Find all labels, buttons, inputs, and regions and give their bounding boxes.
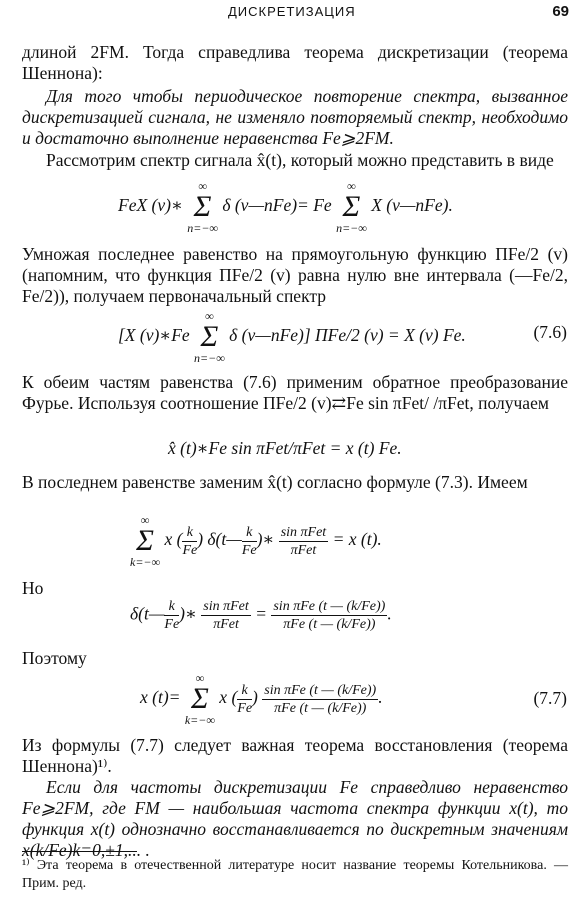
theorem-statement-1: Для того чтобы периодическое повторение спектра, вызванное дискретизацией сигнала, не изменяло повторяемый спектр, необходимо и достаточно выполнение неравенства Fe⩾2FM.: [22, 86, 568, 148]
running-title: ДИСКРЕТИЗАЦИЯ: [228, 4, 356, 19]
eq2-right: δ (v—nFe)] ΠFe/2 (v) = X (v) Fe.: [229, 325, 466, 346]
eq1-mid: δ (v—nFe)= Fe: [222, 195, 332, 216]
theorem-statement-2: Если для частоты дискретизации Fe справедливо неравенство Fe⩾2FM, где FM — наибольшая частота спектра функции x(t), то функция x(t) однозначно восстанавливается по дискретным значениям x(k/Fe)k=0,±1,... .: [22, 777, 568, 860]
equation-5: δ(t— $\frac{k}{Fe}$ )∗ $\frac{\text{sin πFet}}{\text{πFet}}$ = $\frac{\text{sin πFe (t — (k/Fe))}}{\text{πFe (t — (k/Fe))}}$ .: [130, 599, 392, 632]
paragraph-5: В последнем равенстве заменим x̂(t) согласно формуле (7.3). Имеем: [22, 472, 528, 492]
equation-number-7-6: (7.6): [533, 322, 567, 342]
equation-number-7-7: (7.7): [533, 688, 567, 708]
sum-symbol: ∞ Σ n=−∞: [336, 179, 367, 235]
sum-symbol: ∞ Σ n=−∞: [194, 309, 225, 365]
paragraph-3: Умножая последнее равенство на прямоугольную функцию ΠFe/2 (v) (напомним, что функция ΠFe/2 (v) равна нулю вне интервала (—Fe/2, Fe/2)), получаем первоначальный спектр: [22, 244, 568, 306]
footnote: ¹⁾ Эта теорема в отечественной литературе носит название теоремы Котельникова. — Прим. ред.: [22, 858, 568, 891]
footnote-rule: [22, 851, 137, 852]
paragraph-8: Из формулы (7.7) следует важная теорема восстановления (теорема Шеннона)¹⁾.: [22, 735, 568, 776]
equation-1: [118, 180, 453, 234]
equation-3: x̂ (t)∗Fe sin πFet/πFet = x (t) Fe.: [168, 438, 402, 458]
eq1-right: X (v—nFe).: [371, 195, 453, 216]
sum-symbol: ∞ Σ n=−∞: [187, 179, 218, 235]
equation-7-7: x (t)= ∞ Σ k=−∞ x ( $\frac{k}{Fe}$ ) $\frac{\text{sin πFe (t — (k/Fe))}}{\text{πFe (t — (k/Fe))}}$ .: [140, 671, 383, 727]
sum-symbol: ∞ Σ k=−∞: [184, 671, 215, 727]
paragraph-2: Рассмотрим спектр сигнала x̂(t), который можно представить в виде: [46, 150, 554, 170]
eq1-left: FeX (v)∗: [118, 195, 183, 216]
paragraph-6: Но: [22, 578, 44, 598]
paragraph-4: К обеим частям равенства (7.6) применим обратное преобразование Фурье. Используя соотношение ΠFe/2 (v)⇄Fe sin πFet/ /πFet, получаем: [22, 372, 568, 413]
equation-7-6: [118, 310, 466, 364]
sum-symbol: ∞ Σ k=−∞: [130, 513, 161, 569]
paragraph-7: Поэтому: [22, 648, 87, 668]
equation-4: ∞ Σ k=−∞ x ( $\frac{k}{Fe}$ ) δ(t— $\frac{k}{Fe}$ )∗ $\frac{\text{sin πFet}}{\text{πFet}}$ = x (t).: [130, 513, 382, 569]
eq2-left: [X (v)∗Fe: [118, 325, 190, 346]
page-number: 69: [552, 3, 569, 20]
running-header: [0, 4, 585, 26]
paragraph-1: длиной 2FM. Тогда справедлива теорема дискретизации (теорема Шеннона):: [22, 42, 568, 83]
